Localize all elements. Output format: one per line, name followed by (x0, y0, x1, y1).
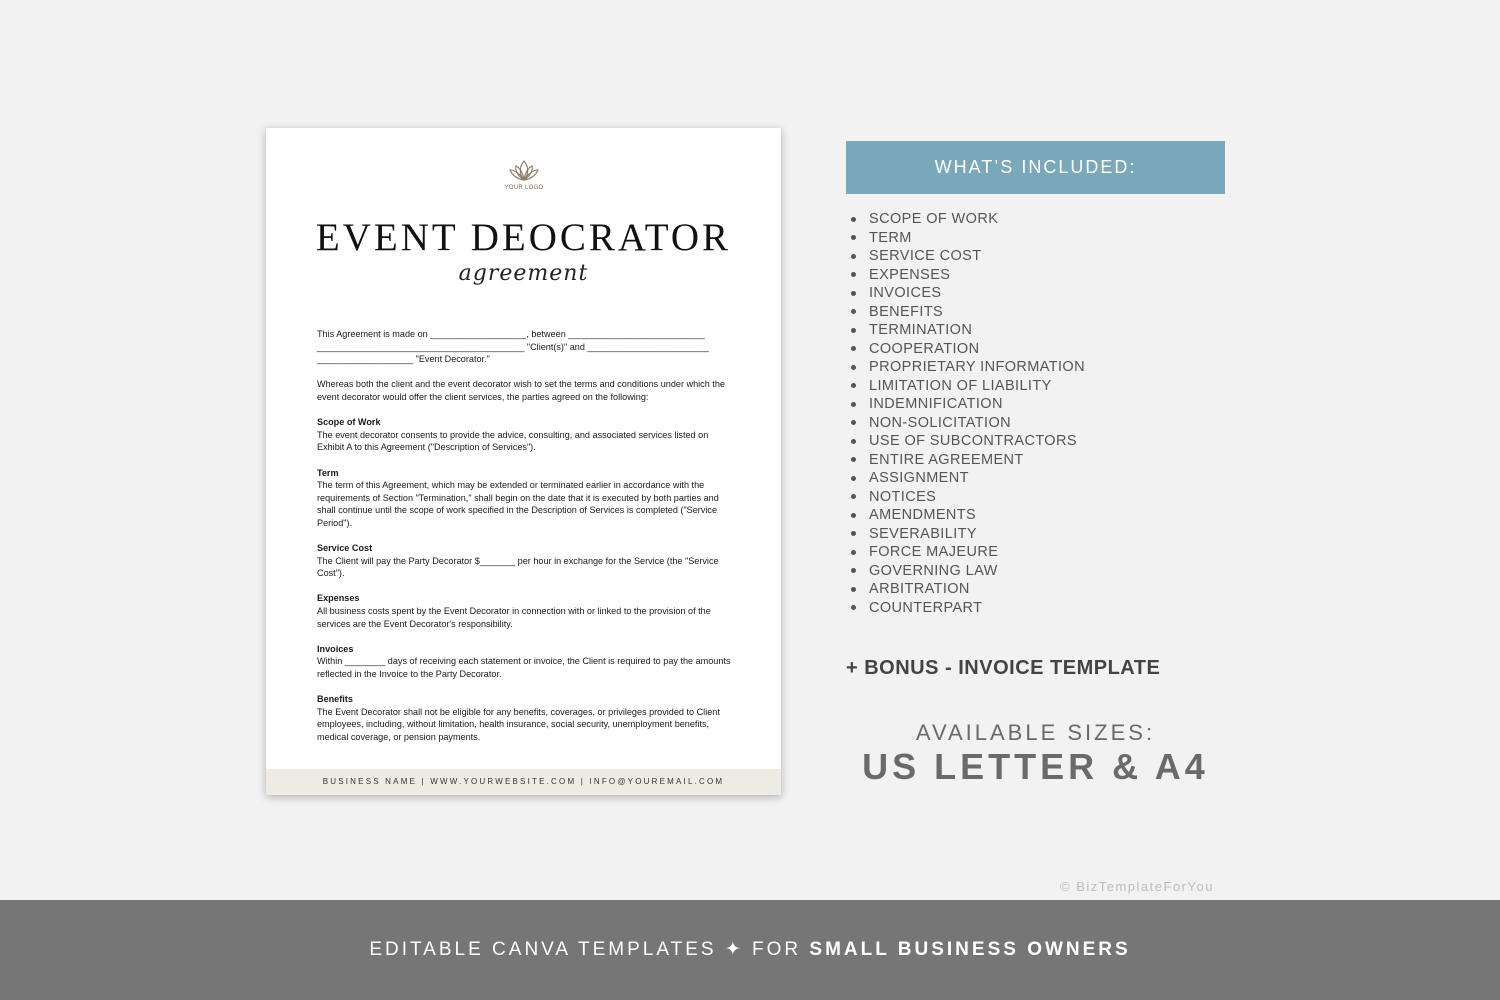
section-text: The Client will pay the Party Decorator $_______ per hour in exchange for the Service (the "Service Cost"). (317, 555, 719, 579)
included-item-label: TERMINATION (869, 322, 973, 338)
included-item (851, 284, 1085, 303)
included-item-label: ARBITRATION (869, 581, 970, 597)
document-footer: BUSINESS NAME | WWW.YOURWEBSITE.COM | INFO@YOUREMAIL.COM (266, 769, 781, 795)
section-heading: Expenses (317, 593, 360, 604)
included-item (851, 340, 1085, 359)
document-body (317, 328, 732, 756)
included-item-label: BENEFITS (869, 303, 944, 320)
document-subtitle: agreement (458, 261, 589, 286)
bullet-icon (851, 605, 856, 610)
included-item (851, 266, 1085, 285)
bullet-icon (851, 439, 856, 444)
included-item-label: ASSIGNMENT (869, 470, 969, 486)
included-item-label: COUNTERPART (869, 599, 983, 616)
section-text: Within ________ days of receiving each statement or invoice, the Client is required to pay the amounts reflected in the Invoice to the Party Decorator. (317, 656, 731, 680)
included-item (851, 525, 1085, 544)
included-item-label: USE OF SUBCONTRACTORS (869, 433, 1077, 449)
whereas-paragraph: Whereas both the client and the event decorator wish to set the terms and conditions under which the event decorator would offer the client services, the parties agreed on the following: (317, 379, 725, 402)
bullet-icon (851, 309, 856, 314)
section-term (317, 467, 732, 530)
included-item (851, 506, 1085, 525)
included-item-label: SCOPE OF WORK (869, 211, 999, 227)
bullet-icon (851, 254, 856, 259)
section-heading: Scope of Work (317, 417, 381, 428)
included-item-label: COOPERATION (869, 340, 980, 357)
logo-text: YOUR LOGO (504, 185, 544, 191)
included-item (851, 543, 1085, 562)
included-item-label: PROPRIETARY INFORMATION (869, 359, 1085, 375)
lotus-icon (507, 158, 541, 184)
section-scope (317, 416, 732, 454)
included-item (851, 562, 1085, 581)
included-item (851, 488, 1085, 507)
included-item-label: ENTIRE AGREEMENT (869, 451, 1024, 468)
section-text: The term of this Agreement, which may be extended or terminated earlier in accordance with the requirements of Section "Termination," shall begin on the date that it is executed by both parties and shall continue until the scope of work specified in the Description of Services is completed ("Service Period"). (317, 480, 719, 528)
section-heading: Invoices (317, 643, 354, 654)
included-item (851, 377, 1085, 396)
sizes-label: AVAILABLE SIZES: (915, 720, 1156, 745)
included-item-label: INDEMNIFICATION (869, 396, 1003, 412)
included-item-label: AMENDMENTS (869, 507, 977, 523)
included-item-label: SERVICE COST (869, 248, 982, 264)
included-item (851, 451, 1085, 470)
included-item-label: GOVERNING LAW (869, 562, 998, 579)
section-text: The Event Decorator shall not be eligible for any benefits, coverages, or privileges provided to Client employees, including, without limitation, health insurance, social security, unemployment benefits, medical coverage, or pension payments. (317, 706, 720, 742)
included-item (851, 358, 1085, 377)
included-item (851, 432, 1085, 451)
bonus-text: + BONUS - INVOICE TEMPLATE (846, 657, 1161, 679)
document-page (266, 128, 781, 795)
bullet-icon (851, 383, 856, 388)
included-item-label: NOTICES (869, 488, 937, 505)
included-item (851, 395, 1085, 414)
bullet-icon (851, 457, 856, 462)
included-item (851, 580, 1085, 599)
intro-paragraph (317, 328, 732, 366)
sizes-value: US LETTER & A4 (862, 746, 1209, 787)
whats-included-header: WHAT’S INCLUDED: (846, 141, 1225, 194)
included-item (851, 210, 1085, 229)
section-benefits (317, 693, 732, 743)
bullet-icon (851, 587, 856, 592)
bullet-icon (851, 550, 856, 555)
included-item-label: LIMITATION OF LIABILITY (869, 377, 1052, 394)
section-invoices (317, 643, 732, 681)
bottom-banner (0, 900, 1500, 1000)
section-heading: Service Cost (317, 543, 373, 554)
bullet-icon (851, 402, 856, 407)
section-service-cost (317, 542, 732, 580)
included-item-label: INVOICES (869, 285, 942, 301)
included-item-label: FORCE MAJEURE (869, 544, 999, 560)
logo (502, 158, 546, 191)
bullet-icon (851, 476, 856, 481)
bullet-icon (851, 420, 856, 425)
copyright-text: © BizTemplateForYou (1060, 879, 1214, 894)
included-item (851, 247, 1085, 266)
bullet-icon (851, 494, 856, 499)
included-item (851, 599, 1085, 618)
included-item (851, 469, 1085, 488)
bullet-icon (851, 531, 856, 536)
bullet-icon (851, 328, 856, 333)
bullet-icon (851, 568, 856, 573)
included-item (851, 414, 1085, 433)
intro-line: ___________________ "Event Decorator." (317, 354, 490, 365)
bullet-icon (851, 235, 856, 240)
included-item-label: NON-SOLICITATION (869, 414, 1012, 431)
section-text: All business costs spent by the Event Decorator in connection with or linked to the provision of the services are the Event Decorator's responsibility. (317, 606, 711, 629)
document-title: EVENT DEOCRATOR (315, 216, 732, 259)
bullet-icon (851, 272, 856, 277)
bullet-icon (851, 365, 856, 370)
included-item (851, 303, 1085, 322)
banner-text: EDITABLE CANVA TEMPLATES ✦ FOR (369, 939, 810, 960)
section-text: The event decorator consents to provide the advice, consulting, and associated services listed on Exhibit A to this Agreement ("Description of Services"). (317, 429, 709, 453)
section-expenses (317, 592, 732, 630)
bullet-icon (851, 346, 856, 351)
bullet-icon (851, 513, 856, 518)
intro-line: This Agreement is made on ___________________, between ___________________________ (317, 329, 705, 339)
included-item-label: SEVERABILITY (869, 525, 977, 542)
included-item (851, 229, 1085, 248)
included-item-label: EXPENSES (869, 266, 951, 283)
section-heading: Term (317, 467, 339, 478)
included-item-label: TERM (869, 229, 912, 246)
section-heading: Benefits (317, 694, 353, 705)
bullet-icon (851, 217, 856, 222)
included-item (851, 321, 1085, 340)
banner-text-bold: SMALL BUSINESS OWNERS (809, 939, 1131, 960)
bullet-icon (851, 291, 856, 296)
included-list (851, 210, 1085, 617)
intro-line: _________________________________________ "Client(s)" and ________________________ (317, 341, 709, 352)
